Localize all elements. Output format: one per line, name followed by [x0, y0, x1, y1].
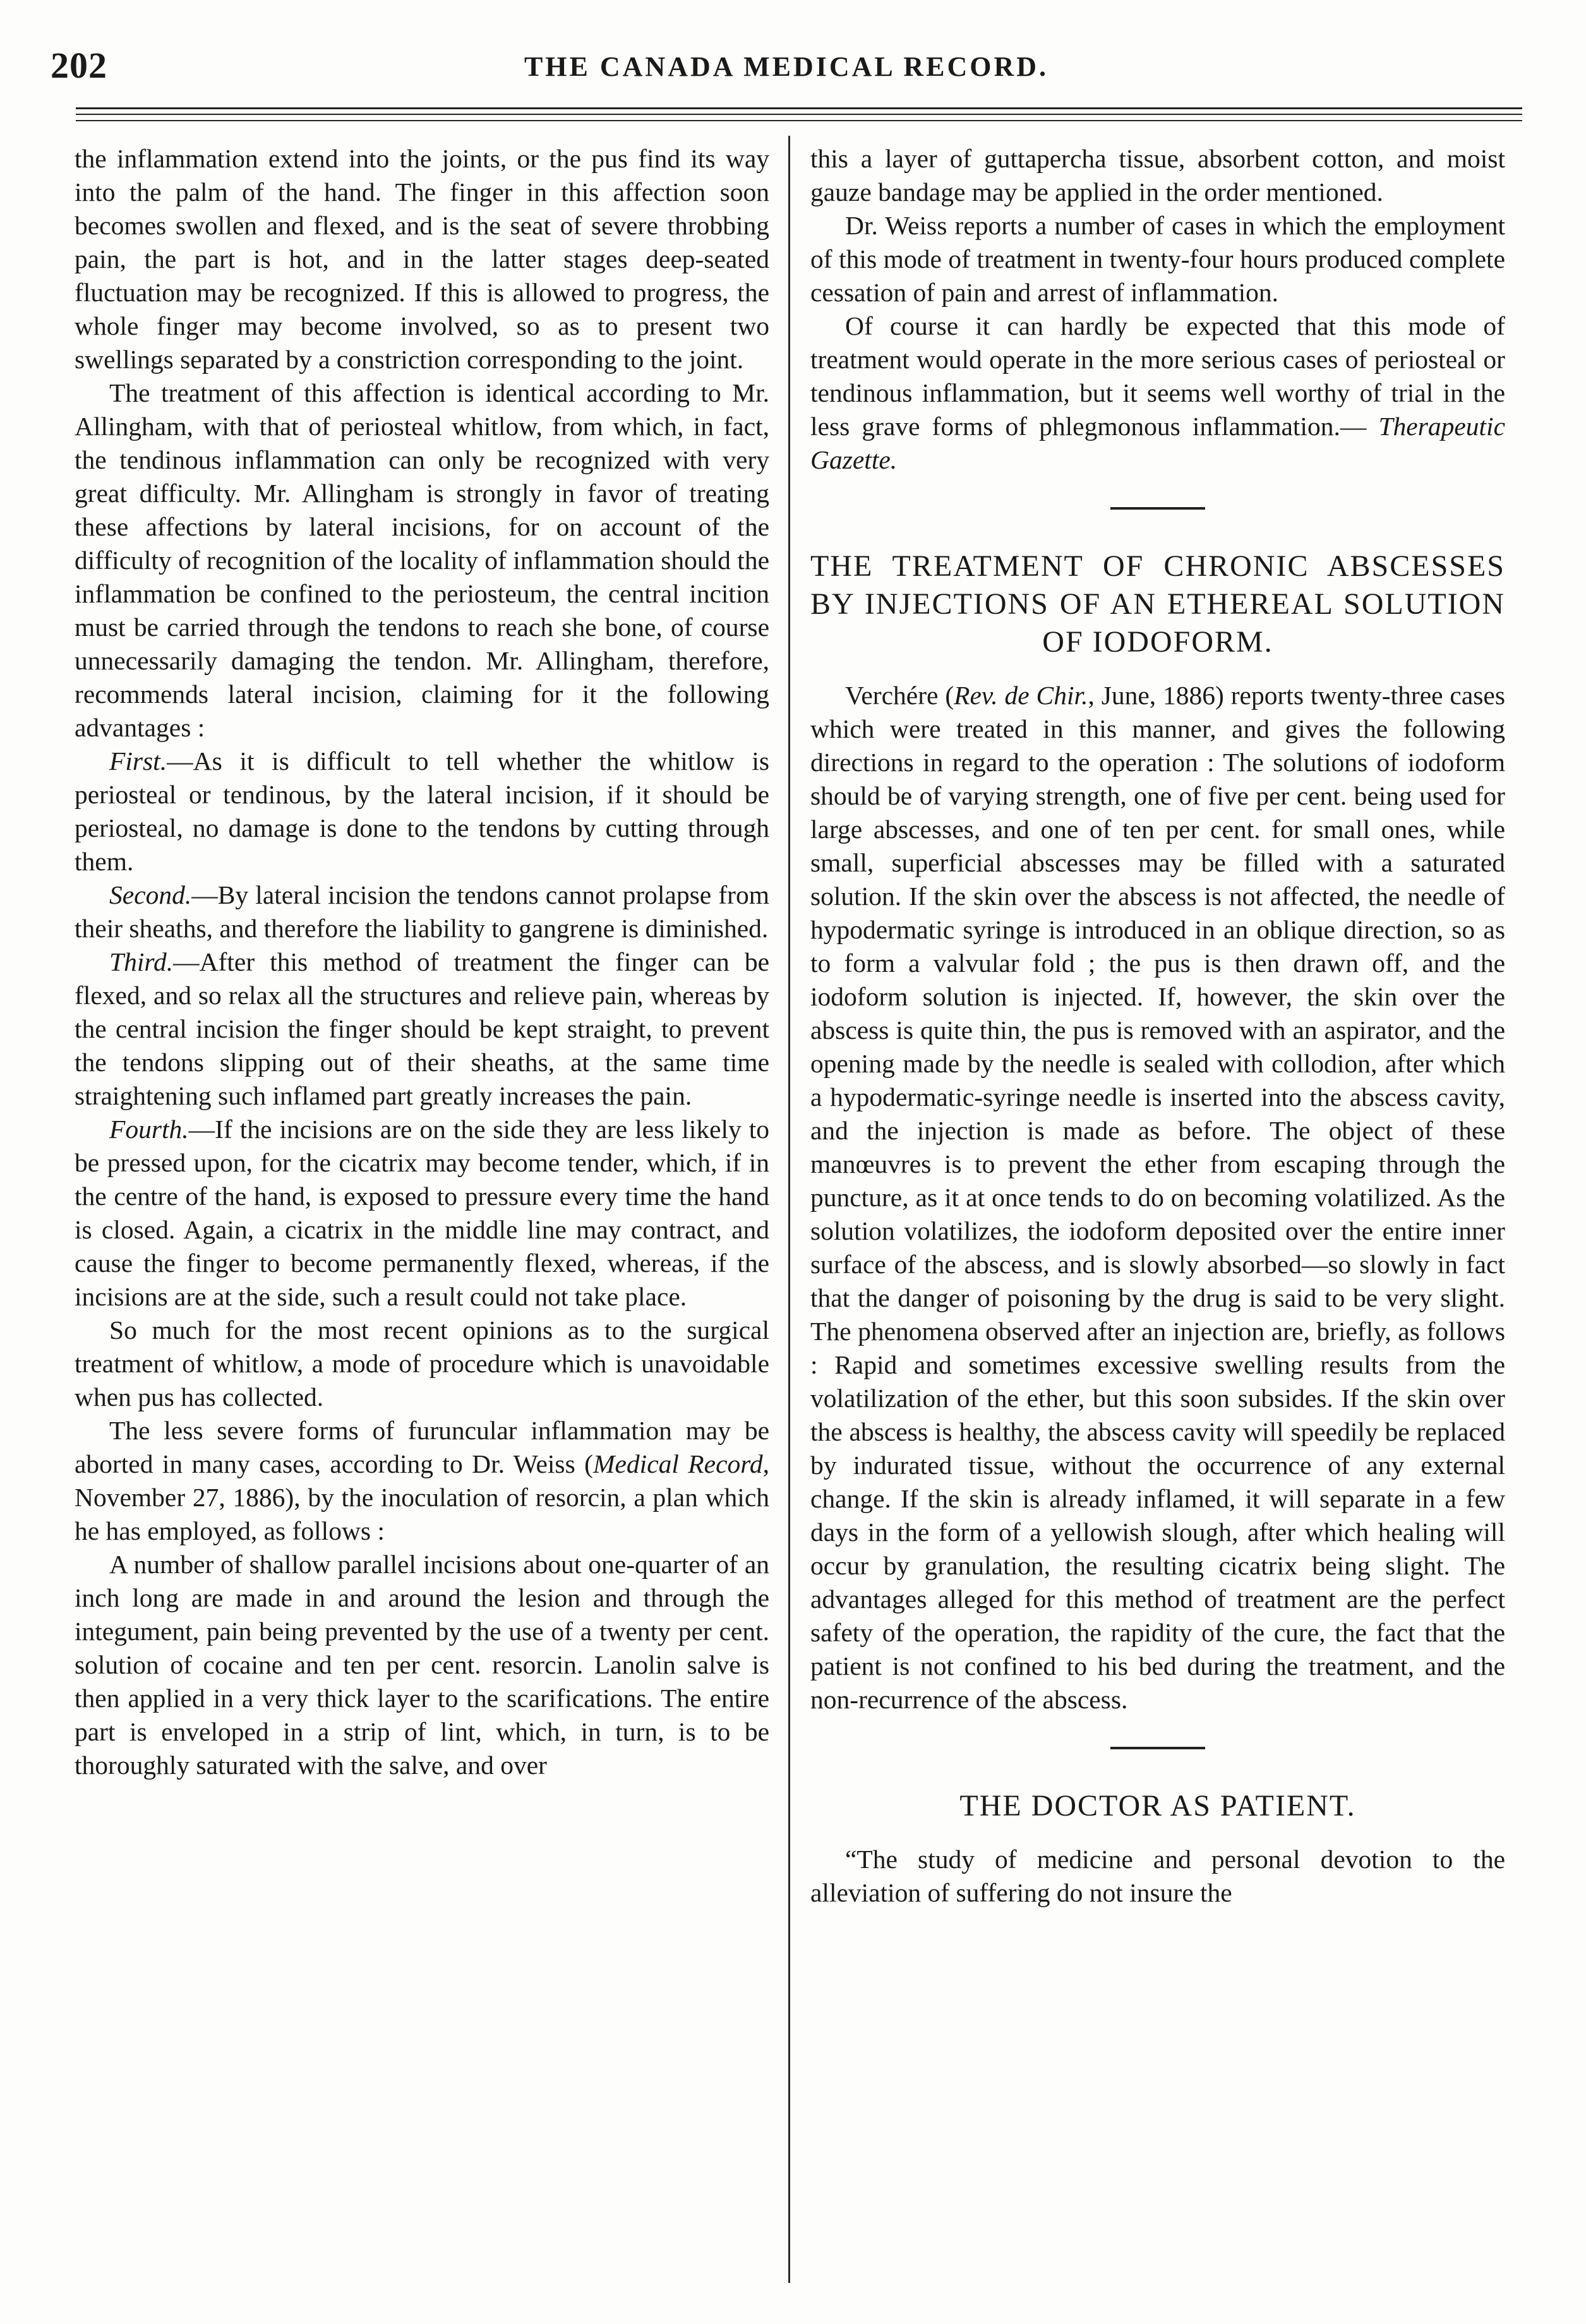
paragraph: the inflammation extend into the joints, or the pus find its way into the palm of the hand. The finger in this affection soon becomes swollen and flexed, and is the seat of severe throbbing pain, the part is hot, and in the latter stages deep-seated fluctuation may be recognized. If this is allowed to progress, the whole finger may become involved, so as to present two swellings separated by a constriction corresponding to the joint. [75, 144, 769, 374]
left-column [75, 142, 769, 1782]
right-column [810, 142, 1505, 1910]
citation: Medical Record [592, 1449, 763, 1478]
paragraph-text: —If the incisions are on the side they are less likely to be pressed upon, for the cicatrix may become tender, which, if in the centre of the hand, is exposed to pressure every time the hand is closed. Again, a cicatrix in the middle line may contract, and cause the finger to become permanently flexed, whereas, if the incisions are at the side, such a result could not take place. [75, 1115, 769, 1311]
section-heading: THE DOCTOR AS PATIENT. [959, 1789, 1356, 1823]
paragraph-text: Verchére ( [845, 681, 954, 710]
column-divider [788, 136, 790, 2283]
page-number: 202 [51, 45, 107, 86]
paragraph: Dr. Weiss reports a number of cases in which the employment of this mode of treatment in twenty-four hours produced complete cessation of pain and arrest of inflammation. [810, 211, 1505, 307]
running-head [51, 44, 1522, 95]
list-label: Second. [109, 880, 192, 909]
paragraph-text: —As it is difficult to tell whether the whitlow is periosteal or tendinous, by the lateral incision, if it should be periosteal, no damage is done to the tendons by cutting through them. [75, 746, 769, 876]
paragraph: A number of shallow parallel incisions about one-quarter of an inch long are made in and around the lesion and through the integument, pain being prevented by the use of a twenty per cent. solution of cocaine and ten per cent. resorcin. Lanolin salve is then applied in a very thick layer to the scarifications. The entire part is enveloped in a strip of lint, which, in turn, is to be thoroughly saturated with the salve, and over [75, 1550, 769, 1780]
paragraph-text: —By lateral incision the tendons cannot prolapse from their sheaths, and therefore the liability to gangrene is diminished. [75, 880, 769, 943]
paragraph-text: , June, 1886) reports twenty-three cases which were treated in this manner, and gives the following directions in regard to the operation : The solutions of iodoform should be of varying strength, one of five per cent. being used for large abscesses, and one of ten per cent. for small ones, while small, superficial abscesses may be filled with a saturated solution. If the skin over the abscess is not affected, the needle of hypodermatic syringe is introduced in an oblique direction, so as to form a valvular fold ; the pus is then drawn off, and the iodoform solution is injected. If, however, the skin over the abscess is quite thin, the pus is removed with an aspirator, and the opening made by the needle is sealed with collodion, after which a hypodermatic-syringe needle is inserted into the abscess cavity, and the injection is made as before. The object of these manœuvres is to prevent the ether from escaping through the puncture, as it at once tends to do on becoming volatilized. As the solution volatilizes, the iodoform deposited over the entire inner surface of the abscess, and is slowly absorbed—so slowly in fact that the danger of poisoning by the drug is said to be very slight. The phenomena observed after an injection are, briefly, as follows : Rapid and sometimes excessive swelling results from the volatilization of the ether, but this soon subsides. If the skin over the abscess is healthy, the abscess cavity will speedily be replaced by indurated tissue, without the occurrence of any external change. If the skin is already inflamed, it will separate in a few days in the form of a yellowish slough, after which healing will occur by granulation, the resulting cicatrix being slight. The advantages alleged for this method of treatment are the perfect safety of the operation, the rapidity of the cure, the fact that the patient is not confined to his bed during the treatment, and the non-recurrence of the abscess. [810, 681, 1505, 1714]
paragraph [810, 679, 1505, 1716]
paragraph-text: , November 27, 1886), by the inoculation of resorcin, a plan which he has employed, as follows : [75, 1449, 769, 1545]
citation: Rev. de Chir. [954, 681, 1088, 710]
paragraph [75, 1113, 769, 1314]
header-rule [76, 107, 1522, 109]
section-separator [1110, 507, 1205, 510]
paragraph [75, 745, 769, 878]
paragraph: So much for the most recent opinions as to the surgical treatment of whitlow, a mode of procedure which is unavoidable when pus has collected. [75, 1315, 769, 1411]
source-citation: Therapeutic Gazette. [810, 412, 1505, 474]
section-separator [1110, 1747, 1205, 1749]
paragraph: “The study of medicine and personal devotion to the alleviation of suffering do not insure the [810, 1845, 1505, 1907]
list-label: Third. [109, 947, 174, 976]
paragraph [75, 1414, 769, 1548]
header-rule [76, 114, 1522, 115]
paragraph-text: The less severe forms of furuncular inflammation may be aborted in many cases, according to Dr. Weiss ( [75, 1416, 769, 1478]
paragraph [75, 945, 769, 1113]
paragraph: this a layer of guttapercha tissue, absorbent cotton, and moist gauze bandage may be applied in the order mentioned. [810, 144, 1505, 207]
journal-title: THE CANADA MEDICAL RECORD. [524, 51, 1049, 82]
list-label: First. [109, 746, 167, 776]
paragraph [810, 309, 1505, 477]
list-label: Fourth. [109, 1115, 189, 1144]
paragraph [75, 878, 769, 945]
paragraph: The treatment of this affection is identical according to Mr. Allingham, with that of periosteal whitlow, from which, in fact, the tendinous inflammation can only be recognized with very great difficulty. Mr. Allingham is strongly in favor of treating these affections by lateral incisions, for on account of the difficulty of recognition of the locality of inflammation should the inflammation be confined to the periosteum, the central incition must be carried through the tendons to reach she bone, of course unnecessarily damaging the tendon. Mr. Allingham, therefore, recommends lateral incision, claiming for it the following advantages : [75, 378, 769, 742]
section-heading: THE TREATMENT OF CHRONIC ABSCESSES BY INJECTIONS OF AN ETHEREAL SOLUTION OF IODOFORM. [810, 549, 1505, 659]
header-rule [76, 120, 1522, 121]
paragraph-text: Of course it can hardly be expected that this mode of treatment would operate in the more serious cases of periosteal or tendinous inflammation, but it seems well worthy of trial in the less grave forms of phlegmonous inflammation.— [810, 311, 1505, 441]
paragraph-text: —After this method of treatment the finger can be flexed, and so relax all the structures and relieve pain, whereas by the central incision the finger should be kept straight, to prevent the tendons slipping out of their sheaths, at the same time straightening such inflamed part greatly increases the pain. [75, 947, 769, 1110]
